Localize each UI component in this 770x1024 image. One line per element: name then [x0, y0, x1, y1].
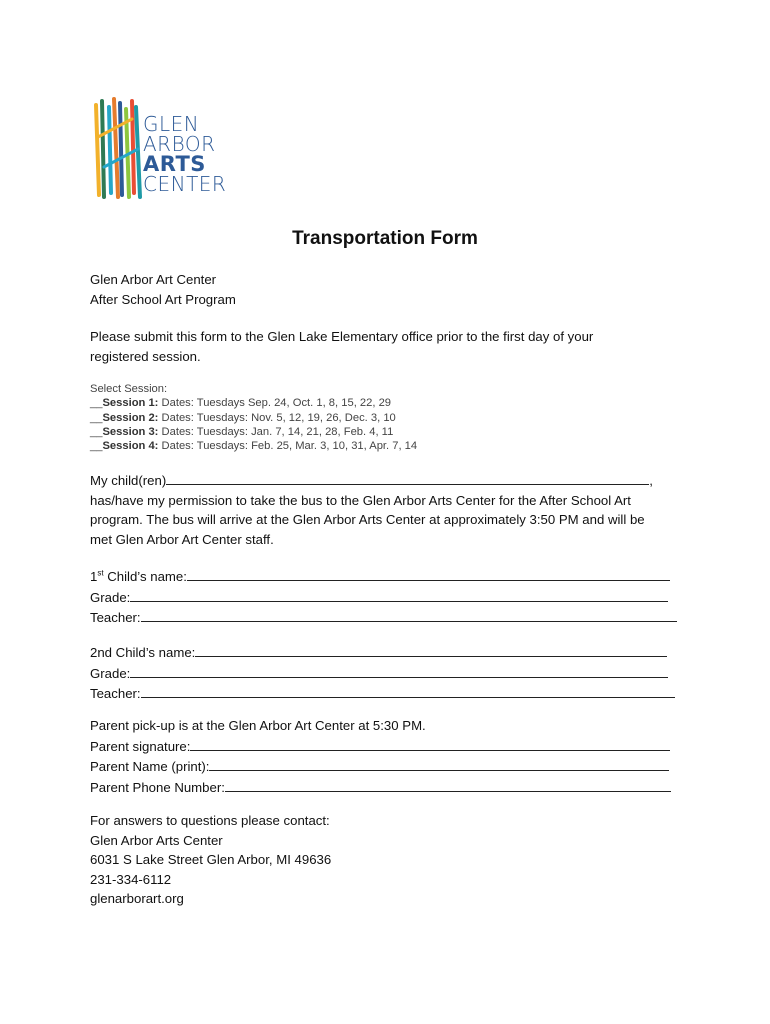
child-2-grade-field[interactable] [130, 663, 668, 678]
parent-block [90, 716, 671, 797]
child-2-name-field[interactable] [195, 642, 667, 657]
child-2-teacher-field[interactable] [141, 683, 675, 698]
intro-line-2: registered session. [90, 348, 201, 364]
pickup-note: Parent pick-up is at the Glen Arbor Art Center at 5:30 PM. [90, 718, 426, 733]
contact-intro: For answers to questions please contact: [90, 813, 330, 828]
session-option-1[interactable]: __Session 1: Dates: Tuesdays Sep. 24, Oct. 1, 8, 15, 22, 29 [90, 397, 392, 410]
child-2-teacher-label: Teacher: [90, 686, 141, 701]
contact-address: 6031 S Lake Street Glen Arbor, MI 49636 [90, 852, 332, 867]
child-1-block [90, 566, 677, 628]
child-2-grade-row [90, 663, 675, 684]
child-1-teacher-field[interactable] [141, 607, 677, 622]
parent-phone-row [90, 777, 671, 798]
org-block [90, 270, 236, 309]
parent-phone-field[interactable] [225, 777, 671, 792]
child-1-grade-label: Grade: [90, 589, 131, 605]
parent-phone-label: Parent Phone Number: [90, 779, 225, 795]
intro-block [90, 327, 593, 366]
child-1-grade-field[interactable] [130, 587, 668, 602]
page-title: Transportation Form [292, 228, 478, 249]
parent-name-row [90, 756, 671, 777]
parent-name-field[interactable] [209, 756, 669, 771]
child-1-name-field[interactable] [187, 566, 670, 581]
session-option-2[interactable]: __Session 2: Dates: Tuesdays: Nov. 5, 12, 19, 26, Dec. 3, 10 [90, 411, 396, 424]
session-option-3[interactable]: __Session 3: Dates: Tuesdays: Jan. 7, 14, 21, 28, Feb. 4, 11 [90, 425, 394, 438]
my-child-row [90, 470, 653, 491]
logo-line-2: ARBOR [143, 132, 216, 156]
session-option-4[interactable]: __Session 4: Dates: Tuesdays: Feb. 25, Mar. 3, 10, 31, Apr. 7, 14 [90, 440, 418, 453]
org-name: Glen Arbor Art Center [90, 272, 217, 287]
my-child-label: My child(ren) [90, 473, 167, 488]
my-child-field[interactable] [166, 470, 649, 485]
child-1-grade-row [90, 587, 677, 608]
child-2-name-row [90, 642, 675, 663]
permission-line-2: has/have my permission to take the bus to the Glen Arbor Arts Center for the After School Art [90, 492, 631, 508]
contact-phone: 231-334-6112 [90, 871, 172, 887]
child-2-teacher-row [90, 683, 675, 704]
program-name: After School Art Program [90, 291, 236, 307]
permission-line-3: program. The bus will arrive at the Glen Arbor Arts Center at approximately 3:50 PM and will be [90, 512, 645, 527]
parent-signature-row [90, 736, 671, 757]
contact-website: glenarborart.org [90, 891, 184, 906]
intro-line-1: Please submit this form to the Glen Lake Elementary office prior to the first day of your [90, 329, 594, 344]
child-2-grade-label: Grade: [90, 665, 131, 681]
parent-signature-label: Parent signature: [90, 738, 191, 754]
my-child-comma: , [649, 473, 653, 488]
logo-line-1: GLEN [143, 112, 200, 136]
permission-block [90, 470, 653, 549]
child-1-name-label: 1st Child’s name: [90, 568, 187, 584]
child-2-name-label: 2nd Child’s name: [90, 645, 196, 660]
session-label: Select Session: [90, 383, 168, 395]
child-1-teacher-row [90, 607, 677, 628]
parent-name-label: Parent Name (print): [90, 759, 210, 774]
logo-line-4: CENTER [143, 172, 227, 196]
contact-org: Glen Arbor Arts Center [90, 832, 223, 848]
child-1-name-row [90, 566, 677, 587]
child-1-teacher-label: Teacher: [90, 610, 141, 625]
logo-wordmark [143, 114, 226, 194]
logo-line-3: ARTS [143, 152, 206, 176]
contact-block [90, 811, 331, 909]
session-select [90, 382, 417, 453]
child-2-block [90, 642, 675, 704]
permission-line-4: met Glen Arbor Art Center staff. [90, 531, 274, 547]
parent-signature-field[interactable] [190, 736, 670, 751]
